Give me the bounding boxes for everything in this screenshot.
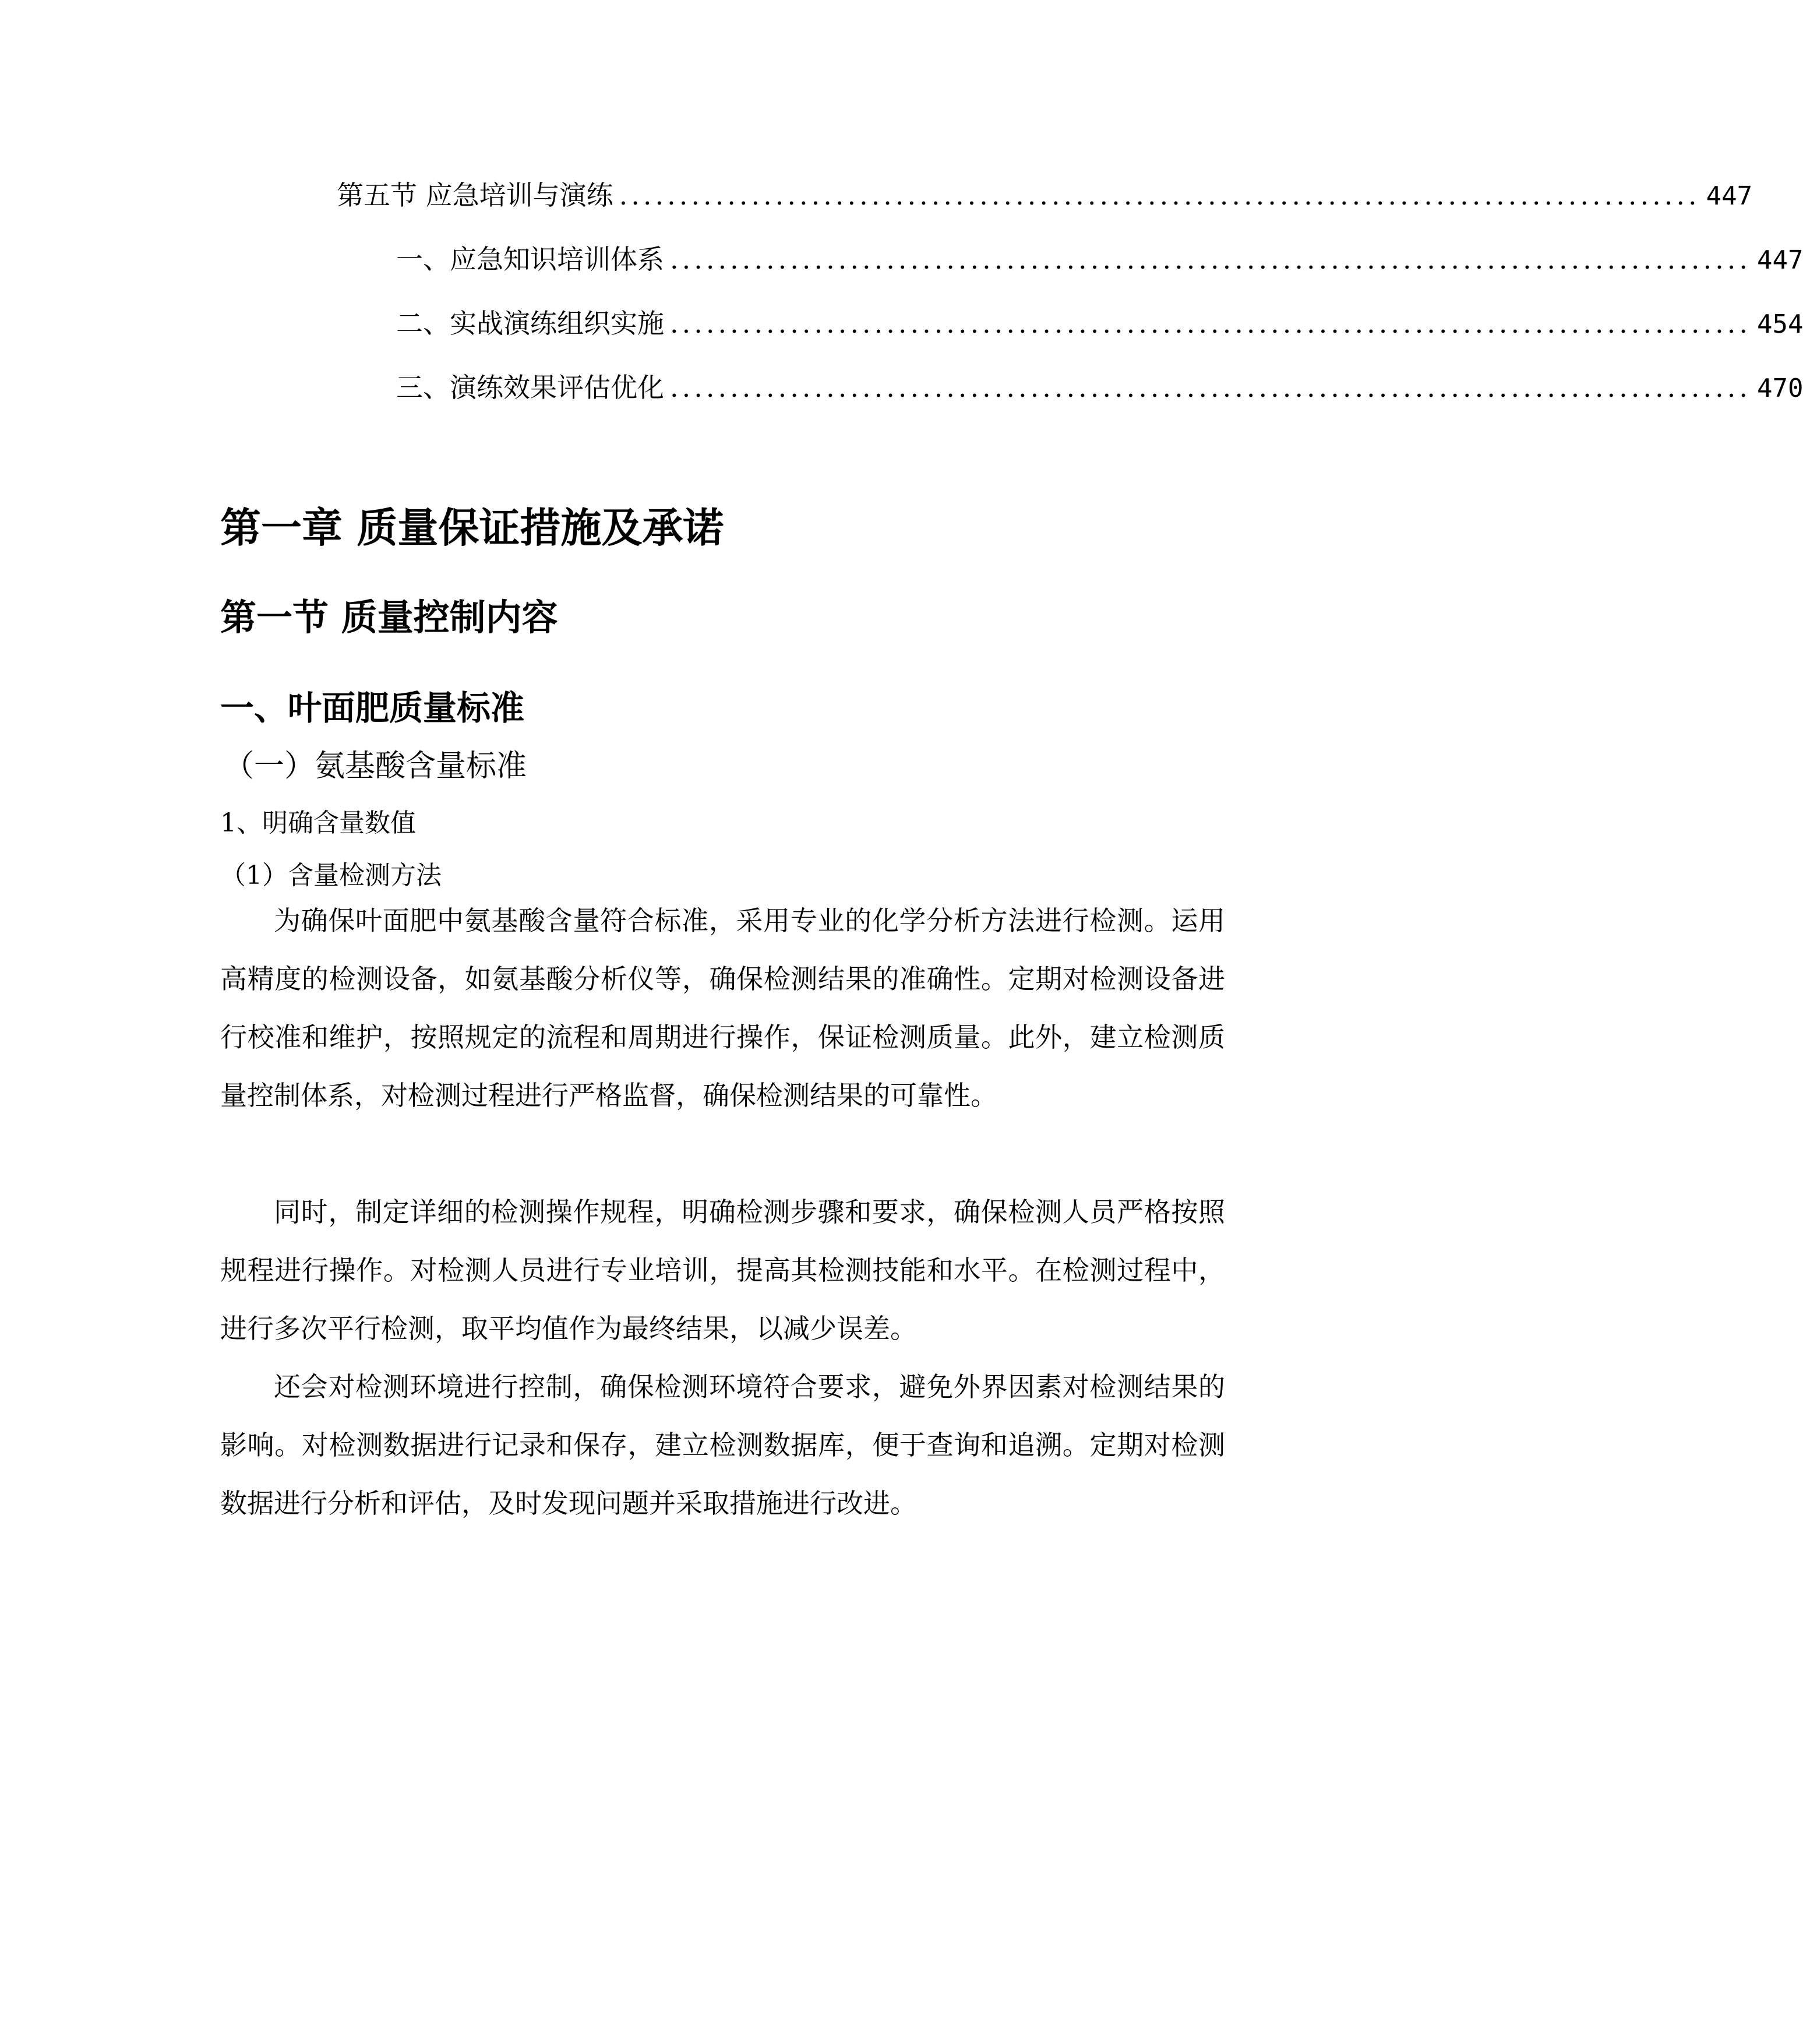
toc-entry-title: 实战演练组织实施 bbox=[450, 308, 664, 339]
toc-entry-page: 470 bbox=[1757, 373, 1803, 403]
toc-entry-section-5[interactable] bbox=[337, 178, 1753, 214]
body-paragraph-3 bbox=[220, 1358, 1225, 1532]
toc-entry-number: 二、 bbox=[396, 308, 450, 339]
toc-entry-title: 演练效果评估优化 bbox=[450, 372, 664, 403]
toc-entry-title: 应急培训与演练 bbox=[425, 179, 613, 211]
body-paragraph-2 bbox=[220, 1183, 1225, 1358]
toc-leader-dots: .......................................................................................... bbox=[619, 179, 1700, 211]
toc-leader-dots: .......................................................................................... bbox=[670, 308, 1751, 339]
paragraph-text: 还会对检测环境进行控制，确保检测环境符合要求，避免外界因素对检测结果的影响。对检测数据进行记录和保存，建立检测数据库，便于查询和追溯。定期对检测数据进行分析和评估，及时发现问题并采取措施进行改进。 bbox=[220, 1371, 1225, 1519]
toc-entry-item-1[interactable] bbox=[396, 242, 1803, 278]
chapter-title: 第一章 质量保证措施及承诺 bbox=[220, 504, 724, 552]
toc-leader-dots: .......................................................................................... bbox=[670, 372, 1751, 403]
sub-heading-level-1: （一）氨基酸含量标准 bbox=[224, 749, 527, 784]
paragraph-text: 为确保叶面肥中氨基酸含量符合标准，采用专业的化学分析方法进行检测。运用高精度的检测设备，如氨基酸分析仪等，确保检测结果的准确性。定期对检测设备进行校准和维护，按照规定的流程和周期进行操作，保证检测质量。此外，建立检测质量控制体系，对检测过程进行严格监督，确保检测结果的可靠性。 bbox=[220, 905, 1225, 1111]
subsection-title: 一、叶面肥质量标准 bbox=[220, 688, 525, 728]
toc-entry-number: 第五节 bbox=[337, 179, 426, 211]
paragraph-text: 同时，制定详细的检测操作规程，明确检测步骤和要求，确保检测人员严格按照规程进行操作。对检测人员进行专业培训，提高其检测技能和水平。在检测过程中，进行多次平行检测，取平均值作为最终结果，以减少误差。 bbox=[220, 1196, 1225, 1344]
toc-entry-page: 454 bbox=[1757, 309, 1803, 339]
sub-heading-level-2: 1、明确含量数值 bbox=[220, 808, 416, 838]
section-title: 第一节 质量控制内容 bbox=[220, 596, 558, 639]
toc-entry-item-2[interactable] bbox=[396, 306, 1803, 342]
toc-entry-item-3[interactable] bbox=[396, 370, 1803, 406]
body-paragraph-1 bbox=[220, 891, 1225, 1125]
toc-entry-number: 一、 bbox=[396, 244, 450, 275]
toc-entry-title: 应急知识培训体系 bbox=[450, 244, 664, 275]
toc-entry-page: 447 bbox=[1706, 181, 1753, 211]
toc-leader-dots: .......................................................................................... bbox=[670, 244, 1751, 275]
toc-entry-number: 三、 bbox=[396, 372, 450, 403]
toc-entry-page: 447 bbox=[1757, 245, 1803, 275]
sub-heading-level-3: （1）含量检测方法 bbox=[220, 861, 442, 890]
